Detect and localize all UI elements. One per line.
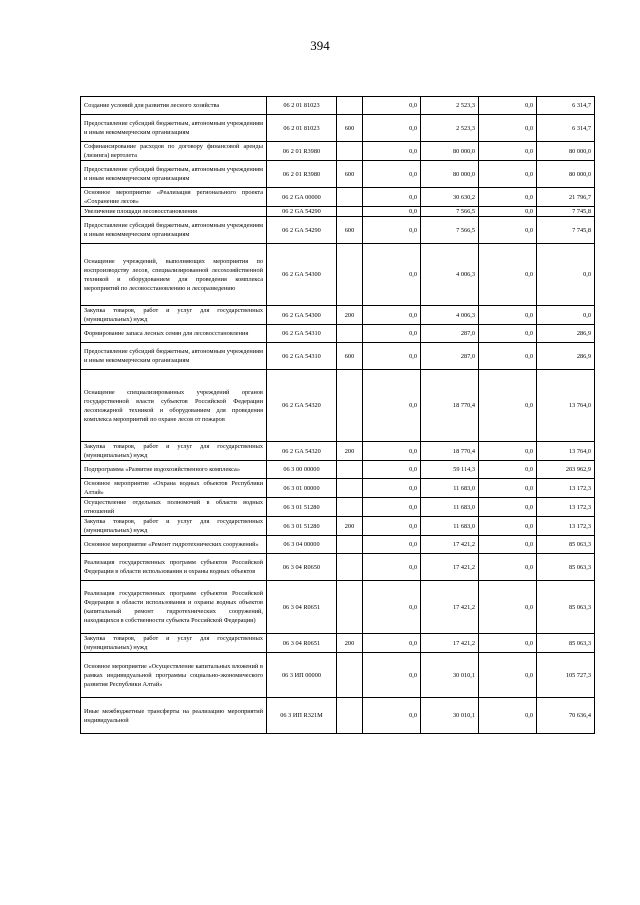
row-name-cell: Реализация государственных программ субъектов Российской Федерации в области использования и охраны водных объектов (капитальный ремонт гидротехнических сооружений, находящихся в собственности субъекта Российской Федерации) (81, 581, 267, 634)
row-name-cell: Предоставление субсидий бюджетным, автономным учреждениям и иным некоммерческим организациям (81, 217, 267, 244)
row-value-2-cell: 59 114,3 (421, 461, 479, 479)
row-value-4-cell: 105 727,3 (537, 653, 595, 698)
table-row (81, 653, 595, 698)
row-name-cell: Основное мероприятие «Охрана водных объектов Республики Алтай» (81, 479, 267, 498)
row-value-3-cell: 0,0 (479, 517, 537, 536)
row-expense-type-cell (337, 97, 363, 115)
table-row (81, 517, 595, 536)
row-value-2-cell: 4 006,3 (421, 244, 479, 306)
row-code-cell: 06 2 GA 54320 (267, 442, 337, 461)
row-name-cell: Подпрограмма «Развитие водохозяйственного комплекса» (81, 461, 267, 479)
row-value-4-cell: 80 000,0 (537, 161, 595, 188)
row-code-cell: 06 2 GA 54310 (267, 343, 337, 370)
row-value-4-cell: 286,9 (537, 325, 595, 343)
row-code-cell: 06 2 01 81023 (267, 97, 337, 115)
row-name-cell: Основное мероприятие «Осуществление капитальных вложений в рамках индивидуальной программы социально-экономического развития Республики Алтай» (81, 653, 267, 698)
row-value-3-cell: 0,0 (479, 370, 537, 442)
row-value-2-cell: 7 566,5 (421, 217, 479, 244)
row-code-cell: 06 3 04 R0651 (267, 634, 337, 653)
row-expense-type-cell: 600 (337, 161, 363, 188)
row-value-4-cell: 21 796,7 (537, 188, 595, 207)
row-value-1-cell: 0,0 (363, 498, 421, 517)
table-row (81, 188, 595, 207)
row-name-cell: Осуществление отдельных полномочий в области водных отношений (81, 498, 267, 517)
table-row (81, 498, 595, 517)
table-row (81, 479, 595, 498)
row-value-2-cell: 11 683,0 (421, 498, 479, 517)
row-value-4-cell: 85 063,3 (537, 554, 595, 581)
row-value-4-cell: 286,9 (537, 343, 595, 370)
row-code-cell: 06 2 GA 54300 (267, 306, 337, 325)
row-value-2-cell: 11 683,0 (421, 479, 479, 498)
row-expense-type-cell (337, 325, 363, 343)
row-code-cell: 06 3 ИП 00000 (267, 653, 337, 698)
row-code-cell: 06 2 GA 00000 (267, 188, 337, 207)
row-value-2-cell: 18 770,4 (421, 370, 479, 442)
row-value-3-cell: 0,0 (479, 581, 537, 634)
table-row (81, 554, 595, 581)
row-value-3-cell: 0,0 (479, 442, 537, 461)
row-expense-type-cell: 600 (337, 343, 363, 370)
row-value-1-cell: 0,0 (363, 188, 421, 207)
row-code-cell: 06 3 04 R0650 (267, 554, 337, 581)
table-row (81, 634, 595, 653)
row-expense-type-cell: 600 (337, 115, 363, 142)
row-value-1-cell: 0,0 (363, 517, 421, 536)
row-value-2-cell: 4 006,3 (421, 306, 479, 325)
table-row (81, 536, 595, 554)
row-value-3-cell: 0,0 (479, 306, 537, 325)
row-value-2-cell: 17 421,2 (421, 536, 479, 554)
row-name-cell: Предоставление субсидий бюджетным, автономным учреждениям и иным некоммерческим организациям (81, 343, 267, 370)
row-value-4-cell: 203 962,9 (537, 461, 595, 479)
row-value-1-cell: 0,0 (363, 97, 421, 115)
row-expense-type-cell: 200 (337, 634, 363, 653)
table-row (81, 698, 595, 734)
row-code-cell: 06 3 01 51280 (267, 517, 337, 536)
row-expense-type-cell (337, 188, 363, 207)
row-expense-type-cell: 200 (337, 517, 363, 536)
row-value-3-cell: 0,0 (479, 479, 537, 498)
row-value-1-cell: 0,0 (363, 325, 421, 343)
row-value-4-cell: 7 745,8 (537, 207, 595, 217)
row-value-1-cell: 0,0 (363, 653, 421, 698)
row-value-2-cell: 30 630,2 (421, 188, 479, 207)
row-code-cell: 06 3 04 00000 (267, 536, 337, 554)
table-row (81, 370, 595, 442)
row-value-3-cell: 0,0 (479, 142, 537, 161)
row-value-2-cell: 80 000,0 (421, 142, 479, 161)
row-code-cell: 06 3 01 00000 (267, 479, 337, 498)
table-row (81, 244, 595, 306)
row-code-cell: 06 2 GA 54290 (267, 217, 337, 244)
row-value-3-cell: 0,0 (479, 244, 537, 306)
row-code-cell: 06 2 GA 54310 (267, 325, 337, 343)
table-row (81, 442, 595, 461)
row-value-4-cell: 6 314,7 (537, 115, 595, 142)
row-value-1-cell: 0,0 (363, 217, 421, 244)
row-value-3-cell: 0,0 (479, 161, 537, 188)
table-row (81, 325, 595, 343)
table-row (81, 115, 595, 142)
row-value-1-cell: 0,0 (363, 343, 421, 370)
row-expense-type-cell (337, 461, 363, 479)
row-name-cell: Закупка товаров, работ и услуг для государственных (муниципальных) нужд (81, 306, 267, 325)
row-expense-type-cell (337, 698, 363, 734)
row-name-cell: Основное мероприятие «Ремонт гидротехнических сооружений» (81, 536, 267, 554)
row-expense-type-cell (337, 244, 363, 306)
row-value-2-cell: 17 421,2 (421, 581, 479, 634)
row-value-2-cell: 11 683,0 (421, 517, 479, 536)
row-value-2-cell: 287,0 (421, 325, 479, 343)
row-code-cell: 06 3 ИП R321M (267, 698, 337, 734)
row-value-1-cell: 0,0 (363, 479, 421, 498)
row-value-2-cell: 287,0 (421, 343, 479, 370)
row-expense-type-cell: 600 (337, 217, 363, 244)
row-name-cell: Оснащение специализированных учреждений органов государственной власти субъектов Российской Федерации лесопожарной техникой и оборудованием для проведения комплекса мероприятий по охране лесов от пожаров (81, 370, 267, 442)
row-value-1-cell: 0,0 (363, 698, 421, 734)
row-value-4-cell: 85 063,3 (537, 581, 595, 634)
row-value-1-cell: 0,0 (363, 581, 421, 634)
row-name-cell: Формирование запаса лесных семян для лесовосстановления (81, 325, 267, 343)
row-value-3-cell: 0,0 (479, 97, 537, 115)
table-row (81, 581, 595, 634)
row-value-3-cell: 0,0 (479, 634, 537, 653)
row-expense-type-cell (337, 207, 363, 217)
row-value-4-cell: 13 172,3 (537, 479, 595, 498)
budget-table (80, 96, 595, 734)
table-row (81, 97, 595, 115)
row-value-2-cell: 30 010,1 (421, 653, 479, 698)
row-expense-type-cell (337, 370, 363, 442)
row-code-cell: 06 2 GA 54300 (267, 244, 337, 306)
row-value-1-cell: 0,0 (363, 461, 421, 479)
row-value-1-cell: 0,0 (363, 370, 421, 442)
row-value-1-cell: 0,0 (363, 207, 421, 217)
row-value-4-cell: 85 063,3 (537, 634, 595, 653)
row-name-cell: Реализация государственных программ субъектов Российской Федерации в области использования и охраны водных объектов (81, 554, 267, 581)
row-value-4-cell: 0,0 (537, 306, 595, 325)
row-name-cell: Оснащение учреждений, выполняющих мероприятия по воспроизводству лесов, специализированной лесохозяйственной техникой и оборудованием для проведения комплекса мероприятий по лесовосстановлению и лесоразведению (81, 244, 267, 306)
row-value-4-cell: 13 172,3 (537, 517, 595, 536)
row-value-1-cell: 0,0 (363, 554, 421, 581)
row-value-2-cell: 2 523,3 (421, 97, 479, 115)
row-value-2-cell: 80 000,0 (421, 161, 479, 188)
row-code-cell: 06 3 00 00000 (267, 461, 337, 479)
row-value-4-cell: 80 000,0 (537, 142, 595, 161)
row-value-1-cell: 0,0 (363, 244, 421, 306)
row-value-1-cell: 0,0 (363, 536, 421, 554)
row-value-1-cell: 0,0 (363, 634, 421, 653)
row-name-cell: Закупка товаров, работ и услуг для государственных (муниципальных) нужд (81, 517, 267, 536)
row-value-4-cell: 85 063,3 (537, 536, 595, 554)
row-expense-type-cell (337, 498, 363, 517)
row-expense-type-cell (337, 554, 363, 581)
row-value-3-cell: 0,0 (479, 554, 537, 581)
table-row (81, 343, 595, 370)
row-value-1-cell: 0,0 (363, 115, 421, 142)
row-code-cell: 06 2 01 81023 (267, 115, 337, 142)
budget-table-body (81, 97, 595, 734)
row-name-cell: Предоставление субсидий бюджетным, автономным учреждениям и иным некоммерческим организациям (81, 115, 267, 142)
page-number: 394 (310, 38, 330, 53)
row-code-cell: 06 2 GA 54320 (267, 370, 337, 442)
row-value-3-cell: 0,0 (479, 498, 537, 517)
row-value-1-cell: 0,0 (363, 142, 421, 161)
row-value-2-cell: 30 010,1 (421, 698, 479, 734)
table-row (81, 161, 595, 188)
row-code-cell: 06 2 01 R3980 (267, 142, 337, 161)
row-expense-type-cell (337, 653, 363, 698)
table-row (81, 142, 595, 161)
row-value-4-cell: 13 172,3 (537, 498, 595, 517)
row-expense-type-cell: 200 (337, 306, 363, 325)
row-value-3-cell: 0,0 (479, 325, 537, 343)
row-value-2-cell: 2 523,3 (421, 115, 479, 142)
row-code-cell: 06 3 01 51280 (267, 498, 337, 517)
row-expense-type-cell (337, 581, 363, 634)
row-name-cell: Софинансирование расходов по договору финансовой аренды (лизинга) вертолета (81, 142, 267, 161)
row-expense-type-cell (337, 479, 363, 498)
row-name-cell: Увеличение площади лесовосстановления (81, 207, 267, 217)
row-code-cell: 06 2 GA 54290 (267, 207, 337, 217)
table-row (81, 461, 595, 479)
row-value-3-cell: 0,0 (479, 207, 537, 217)
row-value-3-cell: 0,0 (479, 461, 537, 479)
row-code-cell: 06 3 04 R0651 (267, 581, 337, 634)
row-expense-type-cell (337, 142, 363, 161)
row-value-1-cell: 0,0 (363, 442, 421, 461)
row-expense-type-cell: 200 (337, 442, 363, 461)
row-value-3-cell: 0,0 (479, 653, 537, 698)
table-row (81, 306, 595, 325)
row-value-4-cell: 13 764,0 (537, 442, 595, 461)
row-value-2-cell: 18 770,4 (421, 442, 479, 461)
row-value-4-cell: 0,0 (537, 244, 595, 306)
row-value-3-cell: 0,0 (479, 217, 537, 244)
row-value-4-cell: 70 636,4 (537, 698, 595, 734)
row-name-cell: Закупка товаров, работ и услуг для государственных (муниципальных) нужд (81, 634, 267, 653)
row-value-1-cell: 0,0 (363, 161, 421, 188)
row-value-3-cell: 0,0 (479, 343, 537, 370)
row-value-2-cell: 17 421,2 (421, 554, 479, 581)
row-name-cell: Закупка товаров, работ и услуг для государственных (муниципальных) нужд (81, 442, 267, 461)
row-value-3-cell: 0,0 (479, 115, 537, 142)
row-code-cell: 06 2 01 R3980 (267, 161, 337, 188)
row-value-4-cell: 7 745,8 (537, 217, 595, 244)
row-value-3-cell: 0,0 (479, 698, 537, 734)
row-value-3-cell: 0,0 (479, 188, 537, 207)
row-value-2-cell: 17 421,2 (421, 634, 479, 653)
row-name-cell: Предоставление субсидий бюджетным, автономным учреждениям и иным некоммерческим организациям (81, 161, 267, 188)
row-value-3-cell: 0,0 (479, 536, 537, 554)
row-name-cell: Основное мероприятие «Реализация регионального проекта «Сохранение лесов» (81, 188, 267, 207)
row-value-1-cell: 0,0 (363, 306, 421, 325)
row-value-4-cell: 6 314,7 (537, 97, 595, 115)
table-row (81, 217, 595, 244)
row-value-4-cell: 13 764,0 (537, 370, 595, 442)
table-row (81, 207, 595, 217)
row-value-2-cell: 7 566,5 (421, 207, 479, 217)
row-name-cell: Иные межбюджетные трансферты на реализацию мероприятий индивидуальной (81, 698, 267, 734)
row-name-cell: Создание условий для развития лесного хозяйства (81, 97, 267, 115)
row-expense-type-cell (337, 536, 363, 554)
